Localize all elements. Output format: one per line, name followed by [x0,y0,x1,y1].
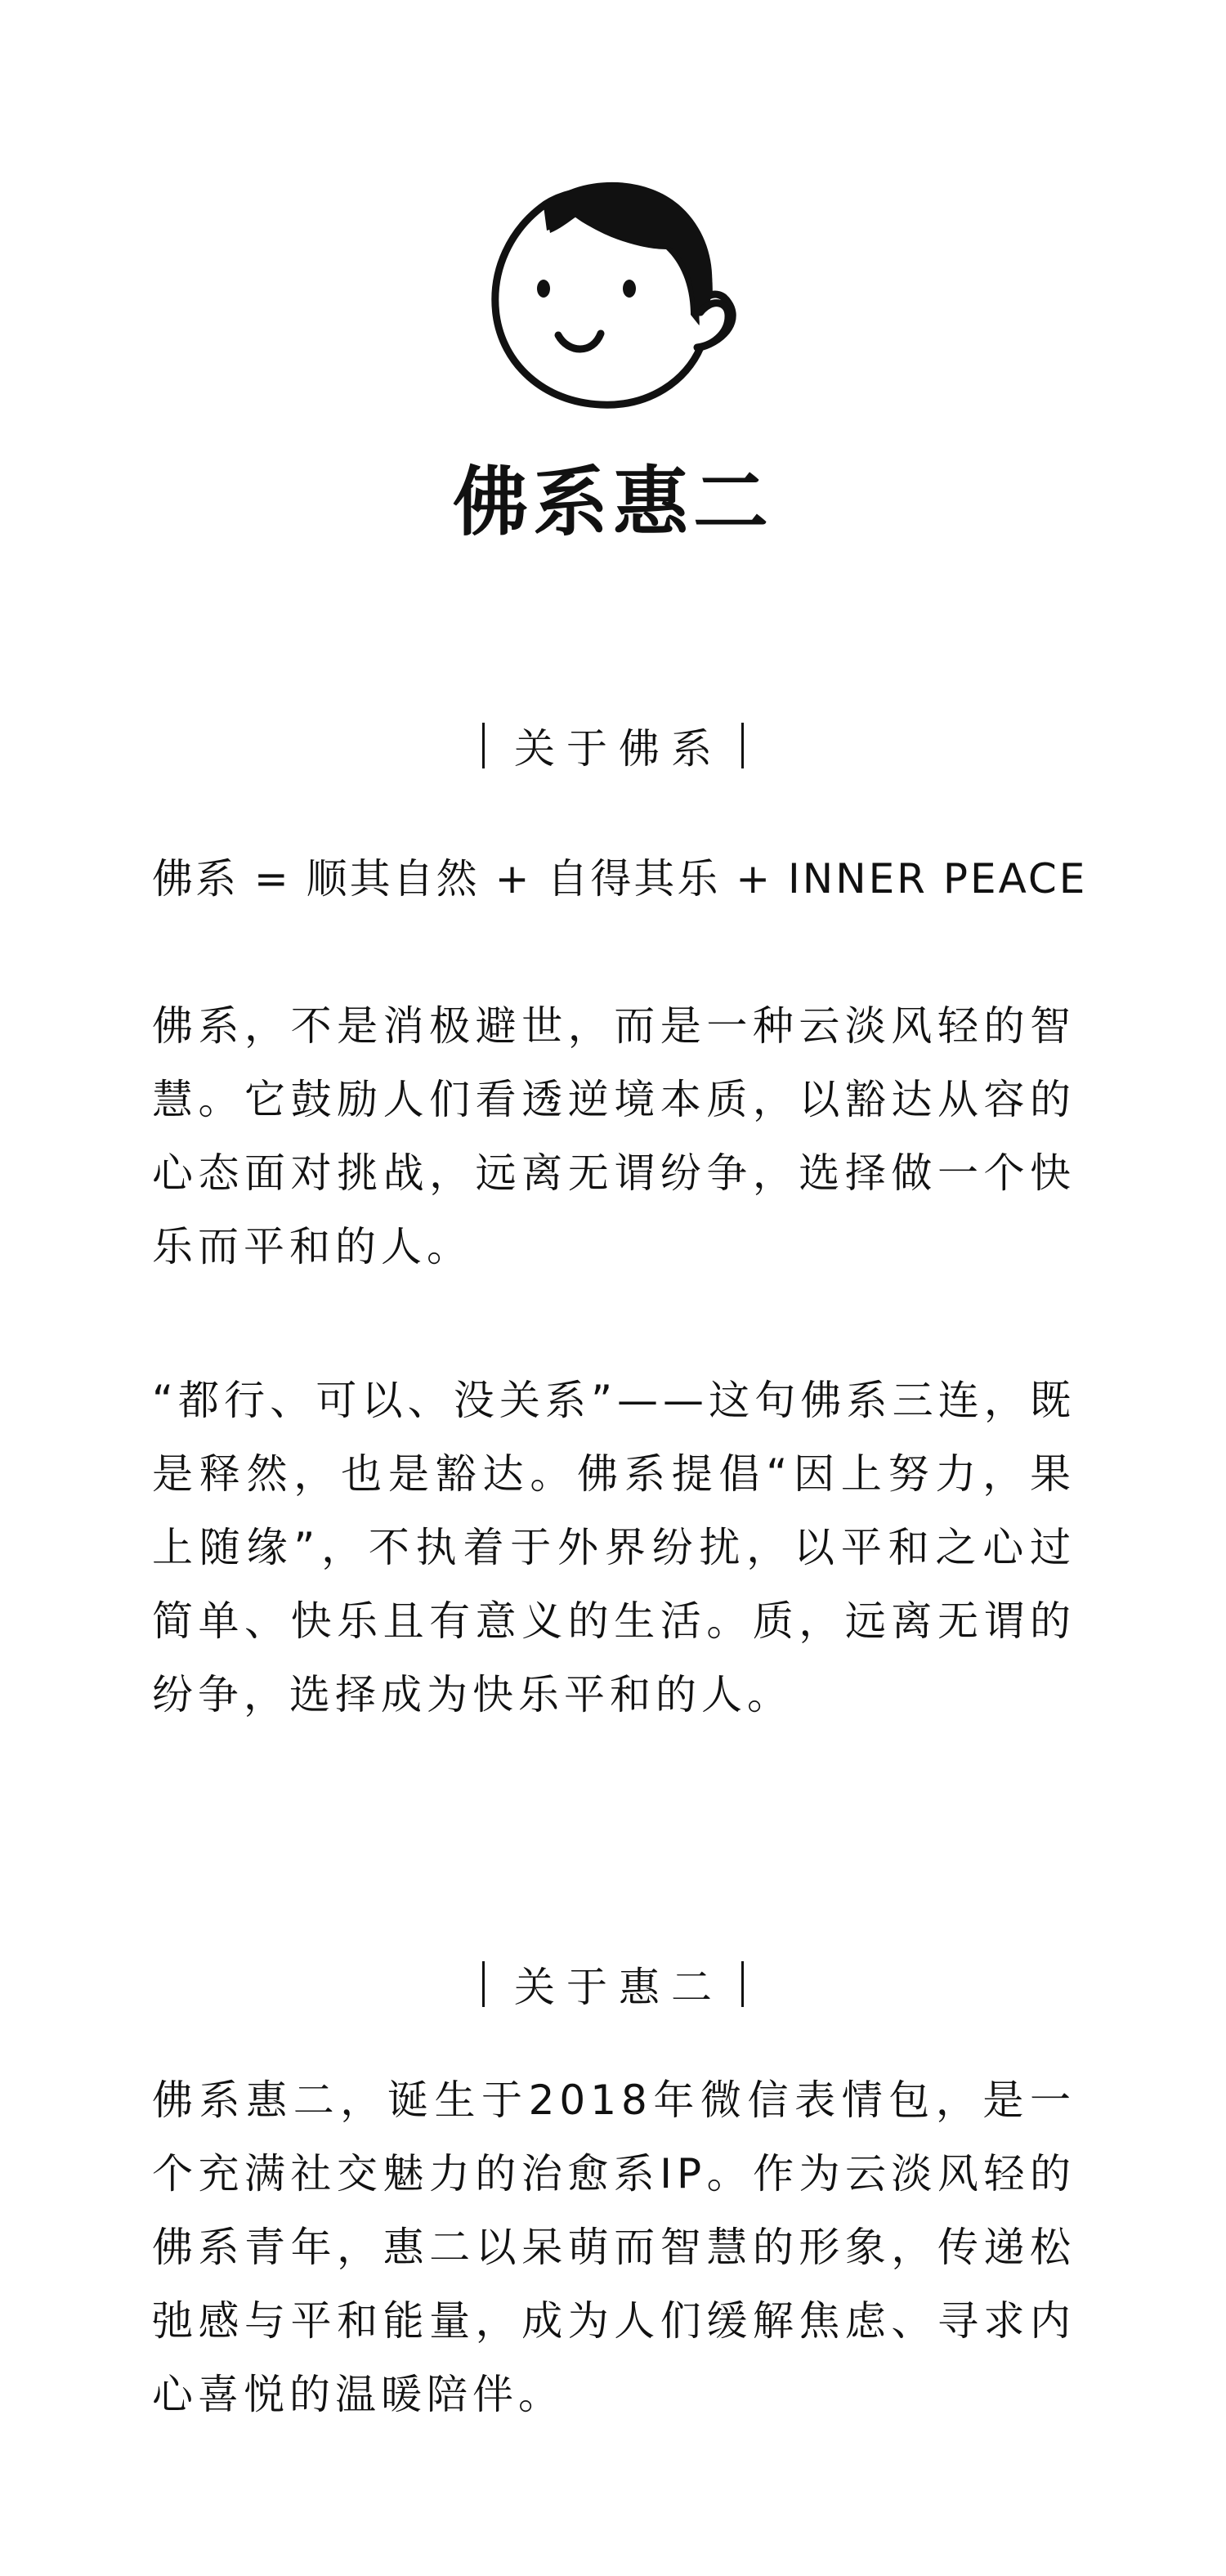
heading-left-divider [482,723,485,768]
brand-title: 佛系惠二 [452,459,773,546]
heading-left-divider [482,1961,485,2007]
heading-right-divider [741,723,744,768]
mascot-ear [697,303,728,347]
foxi-formula: 佛系 = 顺其自然 + 自得其乐 + INNER PEACE [152,855,1088,903]
section-heading-text: 关于惠二 [514,1963,723,2011]
mascot-left-eye [537,280,550,298]
section-heading-about-foxi [0,717,1226,774]
huier-paragraph: 佛系惠二，诞生于2018年微信表情包，是一个充满社交魅力的治愈系IP。作为云淡风轻的佛系青年，惠二以呆萌而智慧的形象，传递松弛感与平和能量，成为人们缓解焦虑、寻求内心喜悦的温暖陪伴。 [152,2076,1076,2418]
mascot-right-eye [623,280,636,298]
section-heading-text: 关于佛系 [514,724,723,773]
section-heading-about-huier [0,1956,1226,2013]
huier-mascot-logo [486,172,740,417]
heading-right-divider [741,1961,744,2007]
foxi-paragraph-1: 佛系，不是消极避世，而是一种云淡风轻的智慧。它鼓励人们看透逆境本质，以豁达从容的心态面对挑战，远离无谓纷争，选择做一个快乐而平和的人。 [152,1002,1076,1270]
foxi-paragraph-2: “都行、可以、没关系”——这句佛系三连，既是释然，也是豁达。佛系提倡“因上努力，果上随缘”，不执着于外界纷扰，以平和之心过简单、快乐且有意义的生活。质，远离无谓的纷争，选择成为快乐平和的人。 [152,1377,1076,1718]
